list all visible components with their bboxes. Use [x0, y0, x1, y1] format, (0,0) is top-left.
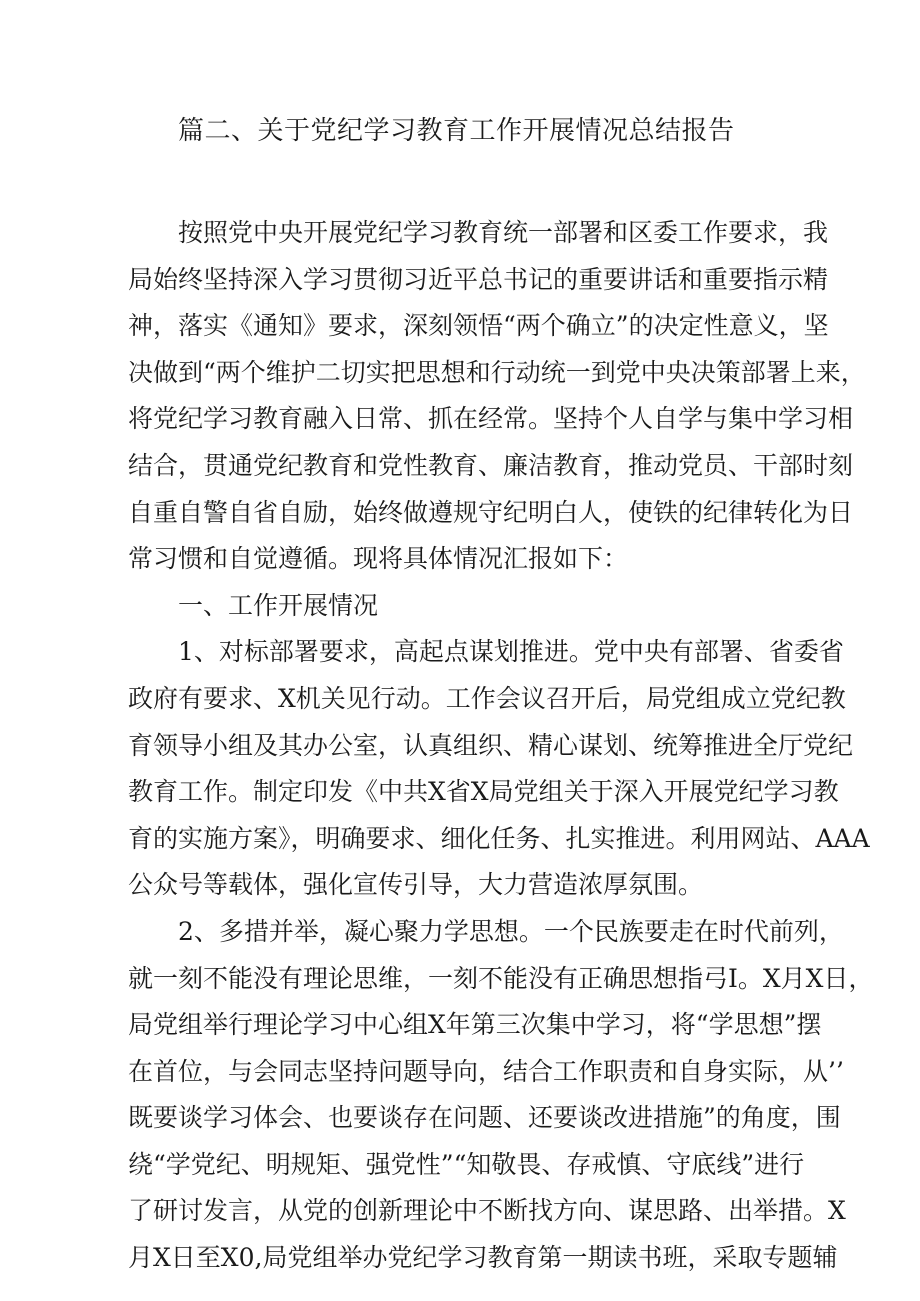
paragraph-line: 结合，贯通党纪教育和党性教育、廉洁教育，推动党员、干部时刻 [128, 450, 854, 480]
paragraph-line: 育领导小组及其办公室，认真组织、精心谋划、统筹推进全厅党纪 [128, 730, 854, 760]
paragraph-line: 2、多措并举，凝心聚力学思想。一个民族要走在时代前列， [178, 916, 844, 946]
paragraph-line: 按照党中央开展党纪学习教育统一部署和区委工作要求，我 [178, 218, 829, 247]
paragraph-line: 教育工作。制定印发《中共X省X局党组关于深入开展党纪学习教 [128, 777, 839, 807]
paragraph-line: 既要谈学习体会、也要谈存在问题、还要谈改进措施”的角度，围 [128, 1103, 841, 1133]
document-title: 篇二、关于党纪学习教育工作开展情况总结报告 [178, 116, 735, 146]
document-body [128, 210, 874, 1282]
paragraph-line: 公众号等载体，强化宣传引导，大力营造浓厚氛围。 [128, 870, 704, 900]
paragraph-line: 了研讨发言，从党的创新理论中不断找方向、谋思路、出举措。X [128, 1196, 846, 1226]
paragraph-line: 局党组举行理论学习中心组X年第三次集中学习，将“学思想”摆 [128, 1010, 822, 1040]
paragraph-line: 1、对标部署要求，高起点谋划推进。党中央有部署、省委省 [178, 637, 844, 667]
paragraph-line: 就一刻不能没有理论思维，一刻不能没有正确思想指弓I。X月X日， [128, 963, 874, 993]
paragraph-line: 决做到“两个维护二切实把思想和行动统一到党中央决策部署上来， [128, 357, 866, 387]
paragraph-line: 局始终坚持深入学习贯彻习近平总书记的重要讲话和重要指示精 [128, 264, 829, 294]
paragraph-line: 月X日至X0,局党组举办党纪学习教育第一期读书班，采取专题辅 [128, 1243, 838, 1273]
paragraph-line: 自重自警自省自励，始终做遵规守纪明白人，使铁的纪律转化为日 [128, 497, 854, 527]
paragraph-line: 常习惯和自觉遵循。现将具体情况汇报如下： [128, 544, 629, 574]
paragraph-line: 绕“学党纪、明规矩、强党性”“知敬畏、存戒慎、守底线”进行 [128, 1149, 805, 1179]
paragraph-line: 政府有要求、X机关见行动。工作会议召开后，局党组成立党纪教 [128, 683, 846, 713]
paragraph-line: 育的实施方案》，明确要求、细化任务、扎实推进。利用网站、AAA [128, 823, 870, 853]
section-heading: 一、工作开展情况 [178, 590, 379, 620]
paragraph-line: 将党纪学习教育融入日常、抓在经常。坚持个人自学与集中学习相 [128, 404, 854, 434]
paragraph-line: 在首位，与会同志坚持问题导向，结合工作职责和自身实际，从’’ [128, 1056, 844, 1086]
paragraph-line: 神，落实《通知》要求，深刻领悟“两个确立”的决定性意义，坚 [128, 311, 829, 341]
